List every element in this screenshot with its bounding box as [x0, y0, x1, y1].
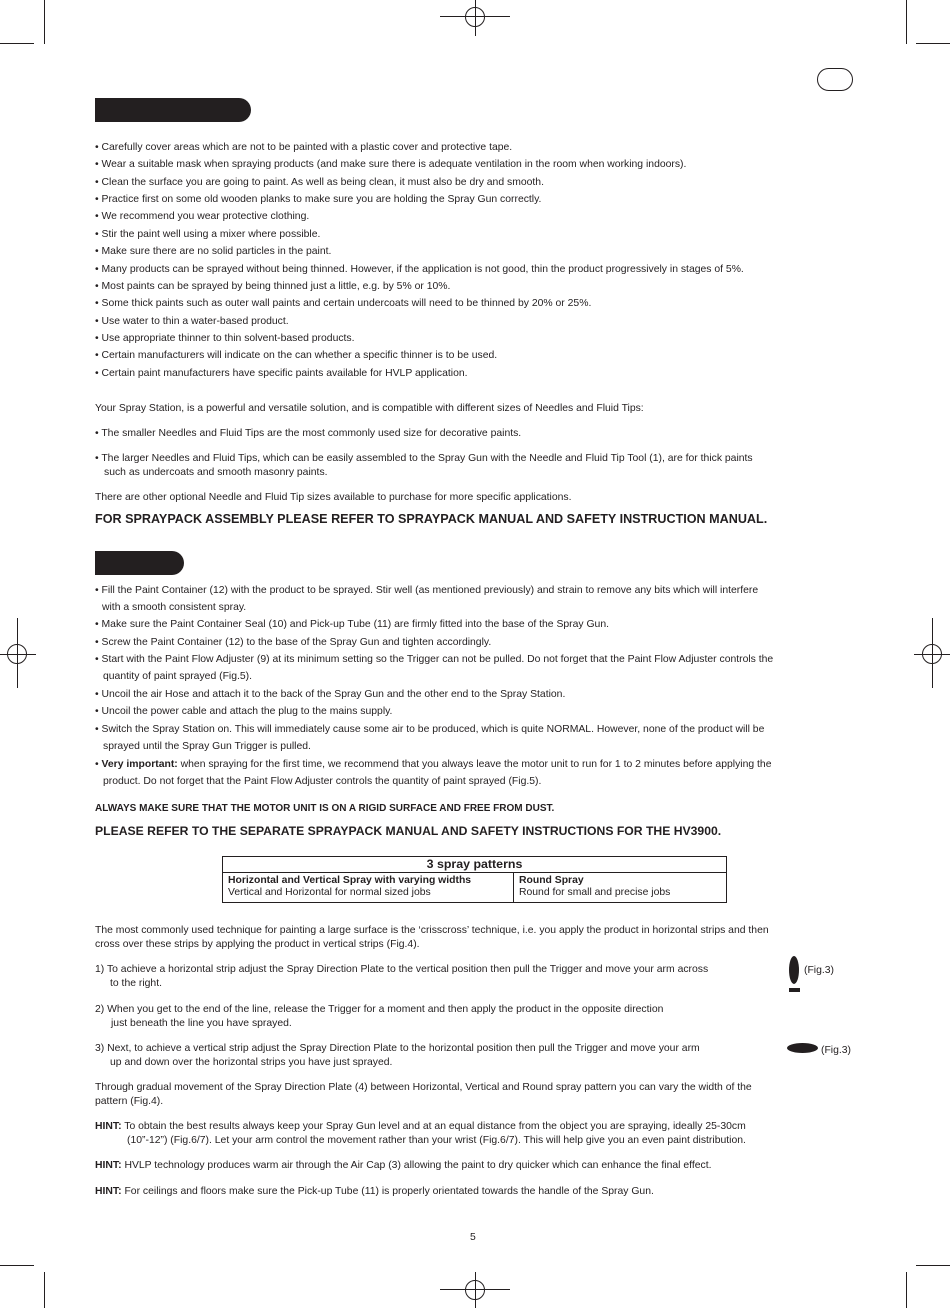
- cell-title: Horizontal and Vertical Spray with varying widths: [228, 875, 472, 886]
- list-item: • Make sure the Paint Container Seal (10) and Pick-up Tube (11) are firmly fitted into the base of the Spray Gun.: [95, 619, 610, 630]
- section-tab-operation: [95, 551, 184, 575]
- list-item: sprayed until the Spray Gun Trigger is pulled.: [103, 741, 311, 752]
- horizontal-spray-pattern-icon: [787, 1043, 818, 1053]
- fig-ref: (Fig.3): [804, 965, 835, 976]
- list-item: • Fill the Paint Container (12) with the product to be sprayed. Stir well (as mentioned previously) and strain to remove any bits which will interfere: [95, 585, 759, 596]
- cell-desc: Round for small and precise jobs: [519, 887, 671, 898]
- list-item: • Uncoil the power cable and attach the plug to the mains supply.: [95, 706, 393, 717]
- list-item: • Most paints can be sprayed by being thinned just a little, e.g. by 5% or 10%.: [95, 281, 451, 292]
- list-item: • Certain manufacturers will indicate on the can whether a specific thinner is to be used.: [95, 350, 498, 361]
- list-item: • Start with the Paint Flow Adjuster (9) at its minimum setting so the Trigger can not be pulled. Do not forget that the Paint Flow Adjuster controls the: [95, 654, 774, 665]
- list-item: • We recommend you wear protective clothing.: [95, 211, 310, 222]
- hint-2: [95, 1157, 711, 1174]
- very-important-label: Very important:: [101, 759, 178, 770]
- very-important-text: when spraying for the first time, we recommend that you always leave the motor unit to run for 1 to 2 minutes before applying the: [177, 759, 772, 770]
- step-3: 3) Next, to achieve a vertical strip adjust the Spray Direction Plate to the horizontal position then pull the Trigger and move your arm: [95, 1043, 700, 1054]
- station-intro: Your Spray Station, is a powerful and versatile solution, and is compatible with different sizes of Needles and Fluid Tips:: [95, 403, 644, 414]
- table-title: 3 spray patterns: [223, 857, 727, 873]
- hint-text: To obtain the best results always keep your Spray Gun level and at an equal distance from the object you are spraying, ideally 25-30cm: [121, 1121, 746, 1132]
- list-item: • Very important: when spraying for the first time, we recommend that you always leave the motor unit to run for 1 to 2 minutes before applying the: [95, 759, 772, 770]
- table-cell-horizontal-vertical: [223, 873, 514, 903]
- crisscross-text-cont: cross over these strips by applying the product in vertical strips (Fig.4).: [95, 939, 420, 950]
- hint-text: For ceilings and floors make sure the Pick-up Tube (11) is properly orientated towards the handle of the Spray Gun.: [121, 1186, 654, 1197]
- optional-sizes-note: There are other optional Needle and Fluid Tip sizes available to purchase for more specific applications.: [95, 492, 572, 503]
- list-item: • Some thick paints such as outer wall paints and certain undercoats will need to be thinned by 20% or 25%.: [95, 298, 592, 309]
- hint-text: HVLP technology produces warm air through the Air Cap (3) allowing the paint to dry quicker which can enhance the final effect.: [121, 1160, 712, 1171]
- rigid-surface-warning: ALWAYS MAKE SURE THAT THE MOTOR UNIT IS ON A RIGID SURFACE AND FREE FROM DUST.: [95, 803, 555, 814]
- step-2-cont: just beneath the line you have sprayed.: [111, 1018, 292, 1029]
- step-1-cont: to the right.: [110, 978, 162, 989]
- table-cell-round: [514, 873, 727, 903]
- vertical-spray-pattern-icon: [789, 956, 799, 984]
- list-item: • Screw the Paint Container (12) to the base of the Spray Gun and tighten accordingly.: [95, 637, 492, 648]
- hint-1-cont: (10”-12”) (Fig.6/7). Let your arm control the movement rather than your wrist (Fig.6/7). This will help give you an even paint distribution.: [127, 1135, 746, 1146]
- gradual-text-cont: pattern (Fig.4).: [95, 1096, 164, 1107]
- section-tab-preparation: [95, 98, 251, 122]
- step-1: 1) To achieve a horizontal strip adjust the Spray Direction Plate to the vertical position then pull the Trigger and move your arm across: [95, 964, 709, 975]
- list-item: • Clean the surface you are going to paint. As well as being clean, it must also be dry and smooth.: [95, 177, 544, 188]
- step-2: 2) When you get to the end of the line, release the Trigger for a moment and then apply the product in the opposite direction: [95, 1004, 664, 1015]
- spray-patterns-table: [222, 856, 727, 903]
- needle-large-note: • The larger Needles and Fluid Tips, which can be easily assembled to the Spray Gun with the Needle and Fluid Tip Tool (1), are for thick paints: [95, 453, 753, 464]
- step-3-cont: up and down over the horizontal strips you have just sprayed.: [110, 1057, 393, 1068]
- language-badge: [817, 68, 853, 91]
- needle-large-note-cont: such as undercoats and smooth masonry paints.: [104, 467, 328, 478]
- list-item: • Practice first on some old wooden planks to make sure you are holding the Spray Gun correctly.: [95, 194, 542, 205]
- gradual-text: Through gradual movement of the Spray Direction Plate (4) between Horizontal, Vertical and Round spray pattern you can vary the width of the: [95, 1082, 752, 1093]
- list-item: • Make sure there are no solid particles in the paint.: [95, 246, 332, 257]
- list-item: • Many products can be sprayed without being thinned. However, if the application is not good, thin the product progressively in stages of 5%.: [95, 264, 744, 275]
- refer-heading: PLEASE REFER TO THE SEPARATE SPRAYPACK MANUAL AND SAFETY INSTRUCTIONS FOR THE HV3900.: [95, 824, 722, 838]
- list-item: • Switch the Spray Station on. This will immediately cause some air to be produced, which is quite NORMAL. However, none of the product will be: [95, 724, 765, 735]
- list-item: • Stir the paint well using a mixer where possible.: [95, 229, 321, 240]
- hint-label: HINT:: [95, 1121, 122, 1132]
- list-item: • Uncoil the air Hose and attach it to the back of the Spray Gun and the other end to the Spray Station.: [95, 689, 566, 700]
- hint-label: HINT:: [95, 1160, 122, 1171]
- list-item: • Carefully cover areas which are not to be painted with a plastic cover and protective tape.: [95, 142, 513, 153]
- cell-title: Round Spray: [519, 875, 584, 886]
- list-item: with a smooth consistent spray.: [102, 602, 247, 613]
- list-item: product. Do not forget that the Paint Flow Adjuster controls the quantity of paint sprayed (Fig.5).: [103, 776, 542, 787]
- list-item: quantity of paint sprayed (Fig.5).: [103, 671, 253, 682]
- list-item: • Use appropriate thinner to thin solvent-based products.: [95, 333, 355, 344]
- assembly-heading: FOR SPRAYPACK ASSEMBLY PLEASE REFER TO SPRAYPACK MANUAL AND SAFETY INSTRUCTION MANUAL.: [95, 512, 768, 526]
- plate-marker-icon: [789, 988, 800, 992]
- fig-ref: (Fig.3): [821, 1045, 852, 1056]
- page-number: 5: [470, 1232, 476, 1243]
- list-item: • Wear a suitable mask when spraying products (and make sure there is adequate ventilation in the room when working indoors).: [95, 159, 687, 170]
- needle-small-note: • The smaller Needles and Fluid Tips are the most commonly used size for decorative paints.: [95, 428, 522, 439]
- list-item: • Certain paint manufacturers have specific paints available for HVLP application.: [95, 368, 468, 379]
- list-item: • Use water to thin a water-based product.: [95, 316, 289, 327]
- hint-label: HINT:: [95, 1186, 122, 1197]
- hint-3: [95, 1183, 654, 1200]
- crisscross-text: The most commonly used technique for painting a large surface is the ‘crisscross’ technique, i.e. you apply the product in horizontal strips and then: [95, 925, 769, 936]
- cell-desc: Vertical and Horizontal for normal sized jobs: [228, 887, 431, 898]
